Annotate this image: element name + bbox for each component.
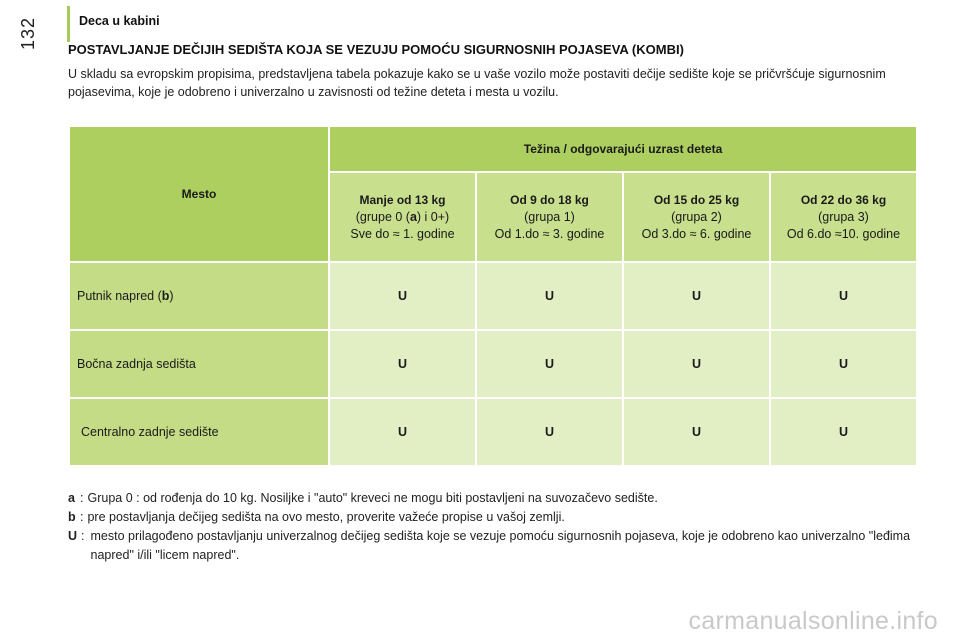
section-accent-bar: [67, 6, 70, 42]
group-sub: (grupa 1): [524, 209, 575, 224]
group-sub: [330, 209, 475, 226]
section-label: Deca u kabini: [79, 14, 160, 28]
footnote-key: b: [68, 510, 76, 524]
page-title: POSTAVLJANJE DEČIJIH SEDIŠTA KOJA SE VEZUJU POMOĆU SIGURNOSNIH POJASEVA (KOMBI): [68, 42, 684, 57]
group-title: Od 9 do 18 kg: [510, 192, 589, 207]
footnote-key: U: [68, 529, 78, 543]
table-row: [69, 398, 917, 466]
footnote-b: [68, 508, 928, 527]
table-cell: U: [476, 398, 623, 466]
table-cell: U: [329, 398, 476, 466]
group-sub-prefix: (grupe 0 (: [355, 209, 410, 224]
row-label-front-passenger: [69, 262, 329, 330]
group-sub: (grupa 2): [671, 209, 722, 224]
group-sub: (grupa 3): [818, 209, 869, 224]
weight-header: Težina / odgovarajući uzrast deteta: [329, 126, 917, 172]
group-header-2: [623, 172, 770, 262]
table-cell: U: [623, 398, 770, 466]
table-cell: U: [329, 330, 476, 398]
table-cell: U: [770, 398, 917, 466]
group-header-0: [329, 172, 476, 262]
group-title: Od 15 do 25 kg: [653, 192, 740, 207]
table-row: [69, 262, 917, 330]
watermark: carmanualsonline.info: [688, 607, 938, 635]
mesto-header: [69, 126, 329, 262]
footnote-sep: :: [80, 510, 84, 524]
group-title: Manje od 13 kg: [359, 192, 446, 207]
group-header-1: [476, 172, 623, 262]
group-age: Sve do ≈ 1. godine: [350, 226, 455, 241]
footnotes: [68, 489, 928, 565]
row-label-side-rear: Bočna zadnja sedišta: [69, 330, 329, 398]
footnote-sep: :: [80, 491, 84, 505]
mesto-label: Mesto: [181, 187, 217, 201]
footnote-text: Grupa 0 : od rođenja do 10 kg. Nosiljke i "auto" kreveci ne mogu biti postavljeni na suvozačevo sedište.: [87, 491, 658, 505]
footnote-key: a: [68, 491, 75, 505]
child-seat-table: [68, 125, 918, 467]
row-label-prefix: Putnik napred (: [77, 289, 162, 303]
group-header-3: [770, 172, 917, 262]
group-sub-suffix: ) i 0+): [416, 209, 450, 224]
page-number: 132: [18, 16, 38, 50]
table-cell: U: [623, 262, 770, 330]
footnote-u: [68, 527, 928, 565]
group-age: Od 1.do ≈ 3. godine: [494, 226, 605, 241]
table-cell: U: [476, 330, 623, 398]
row-label-note-ref: b: [161, 289, 170, 303]
table-cell: U: [770, 330, 917, 398]
table-cell: U: [476, 262, 623, 330]
intro-paragraph: U skladu sa evropskim propisima, predstavljena tabela pokazuje kako se u vaše vozilo može postaviti dečije sedište koje se pričvršćuje sigurnosnim pojasevima, koje je odobreno i univerzalno u zavisnosti od težine deteta i mesta u vozilu.: [68, 67, 886, 99]
footnote-a: [68, 489, 928, 508]
footnote-sep: :: [81, 529, 85, 543]
footnote-text: mesto prilagođeno postavljanju univerzalnog dečijeg sedišta koje se vezuje pomoću sigurnosnih pojaseva, koje je odobreno kao univerzalno "leđima napred" i/ili "licem napred".: [90, 529, 911, 562]
row-label-suffix: ): [169, 289, 174, 303]
group-age: Od 6.do ≈10. godine: [786, 226, 901, 241]
table-cell: U: [623, 330, 770, 398]
table-cell: U: [329, 262, 476, 330]
table-cell: U: [770, 262, 917, 330]
group-title: Od 22 do 36 kg: [800, 192, 887, 207]
group-age: Od 3.do ≈ 6. godine: [641, 226, 752, 241]
group-sub-note-ref: a: [409, 209, 417, 224]
footnote-text: pre postavljanja dečijeg sedišta na ovo mesto, proverite važeće propise u vašoj zemlji.: [87, 510, 565, 524]
table-row: [69, 330, 917, 398]
row-label-center-rear: Centralno zadnje sedište: [69, 398, 329, 466]
